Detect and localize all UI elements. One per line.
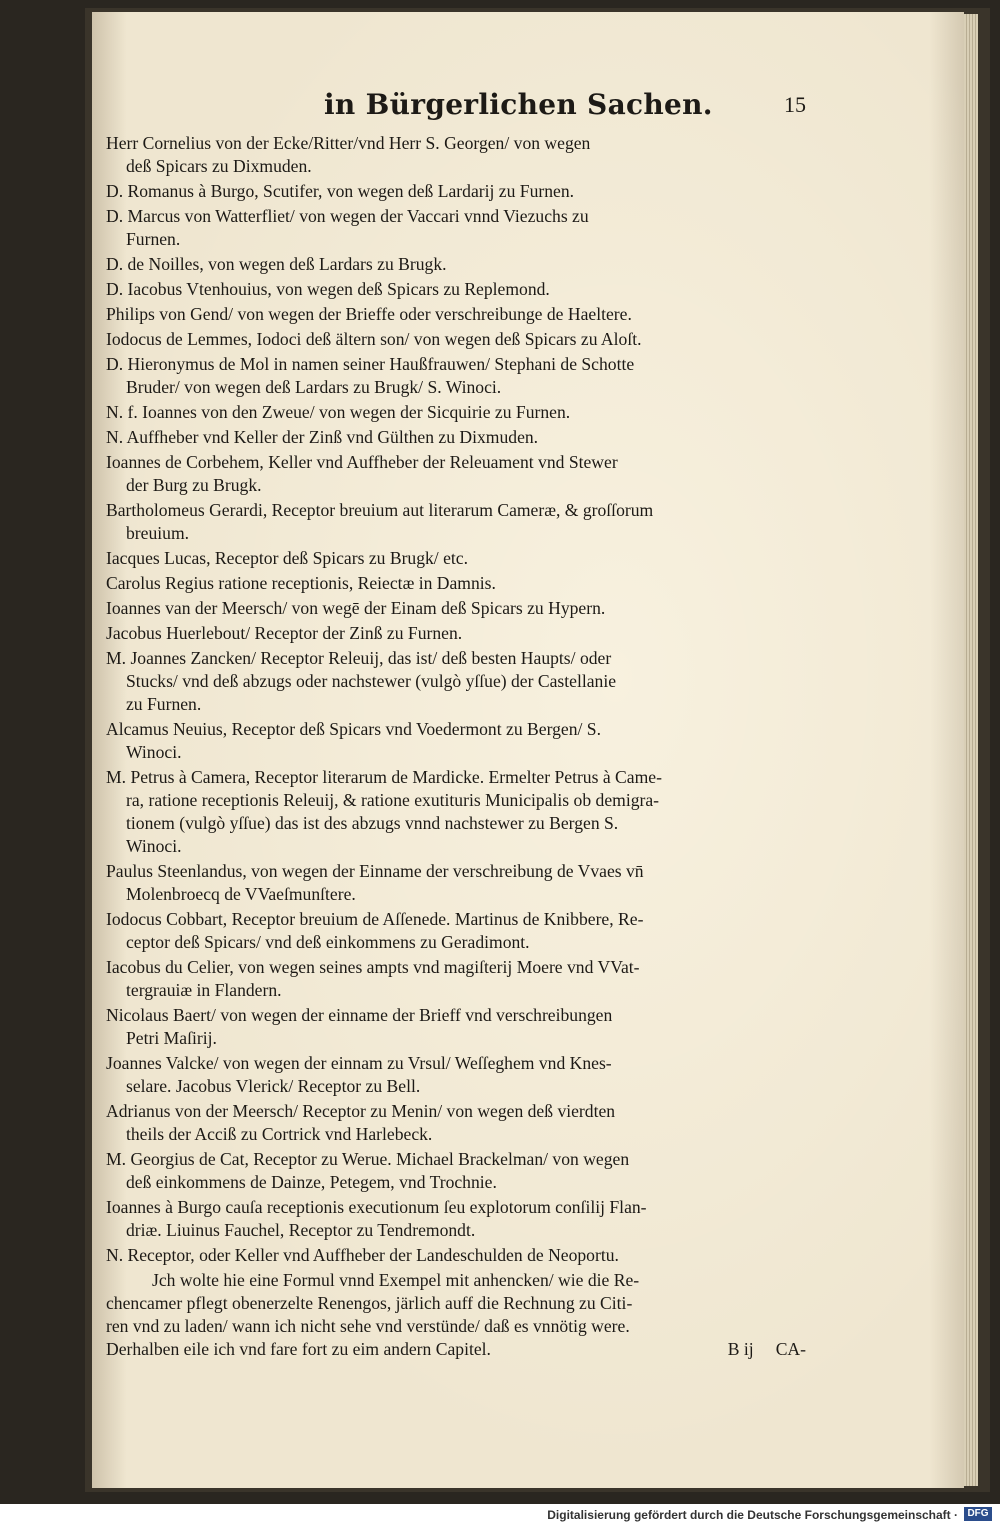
entry-line: N. Receptor, oder Keller vnd Auffheber der Landeschulden de Neoportu. bbox=[106, 1245, 619, 1265]
register-entry bbox=[106, 451, 806, 497]
register-entry bbox=[106, 426, 806, 449]
entry-line: Joannes Valcke/ von wegen der einnam zu Vrsul/ Weſſeghem vnd Knes- bbox=[106, 1053, 612, 1073]
entry-line: driæ. Liuinus Fauchel, Receptor zu Tendremondt. bbox=[126, 1220, 476, 1240]
entry-line: N. Auffheber vnd Keller der Zinß vnd Gülthen zu Dixmuden. bbox=[106, 427, 539, 447]
entry-line: ceptor deß Spicars/ vnd deß einkommens zu Geradimont. bbox=[126, 932, 530, 952]
entry-line: D. Iacobus Vtenhouius, von wegen deß Spicars zu Replemond. bbox=[106, 279, 550, 299]
register-entry bbox=[106, 303, 806, 326]
register-entry bbox=[106, 328, 806, 351]
paragraph-line: chencamer pflegt obenerzelte Renengos, järlich auff die Rechnung zu Citi- bbox=[106, 1293, 633, 1313]
entry-line: Herr Cornelius von der Ecke/Ritter/vnd Herr S. Georgen/ von wegen bbox=[106, 133, 591, 153]
entry-line: Nicolaus Baert/ von wegen der einname der Brieff vnd verschreibungen bbox=[106, 1005, 613, 1025]
signature-and-catchword bbox=[728, 1338, 806, 1361]
entry-line: M. Joannes Zancken/ Receptor Releuij, das ist/ deß besten Haupts/ oder bbox=[106, 648, 612, 668]
entry-line: theils der Acciß zu Cortrick vnd Harlebeck. bbox=[126, 1124, 433, 1144]
entry-line: Stucks/ vnd deß abzugs oder nachstewer (vulgò yſſue) der Castellanie bbox=[126, 671, 617, 691]
register-entry bbox=[106, 956, 806, 1002]
entry-line: D. Hieronymus de Mol in namen seiner Haußfrauwen/ Stephani de Schotte bbox=[106, 354, 635, 374]
register-entry bbox=[106, 1052, 806, 1098]
dfg-logo: DFG bbox=[964, 1507, 992, 1521]
paragraph-line bbox=[106, 1338, 806, 1361]
entry-line: N. f. Ioannes von den Zweue/ von wegen der Sicquirie zu Furnen. bbox=[106, 402, 571, 422]
register-entry bbox=[106, 353, 806, 399]
entry-line: M. Georgius de Cat, Receptor zu Werue. Michael Brackelman/ von wegen bbox=[106, 1149, 630, 1169]
page-number: 15 bbox=[784, 92, 806, 117]
entry-line: Winoci. bbox=[126, 836, 182, 856]
entry-line: M. Petrus à Camera, Receptor literarum de Mardicke. Ermelter Petrus à Came- bbox=[106, 767, 662, 787]
entry-line: tergrauiæ in Flandern. bbox=[126, 980, 282, 1000]
entry-line: Bruder/ von wegen deß Lardars zu Brugk/ S. Winoci. bbox=[126, 377, 502, 397]
entry-list bbox=[106, 132, 806, 1267]
register-entry bbox=[106, 572, 806, 595]
entry-line: zu Furnen. bbox=[126, 694, 202, 714]
paragraph-line: Jch wolte hie eine Formul vnnd Exempel mit anhencken/ wie die Re- bbox=[152, 1270, 640, 1290]
entry-line: der Burg zu Brugk. bbox=[126, 475, 262, 495]
entry-line: Molenbroecq de VVaeſmunſtere. bbox=[126, 884, 356, 904]
entry-line: Paulus Steenlandus, von wegen der Einname der verschreibung de Vvaes vn̄ bbox=[106, 861, 644, 881]
catchword: CA- bbox=[775, 1339, 806, 1359]
entry-line: breuium. bbox=[126, 523, 190, 543]
register-entry bbox=[106, 132, 806, 178]
register-entry bbox=[106, 1100, 806, 1146]
page-header bbox=[100, 88, 806, 128]
entry-line: Ioannes à Burgo cauſa receptionis executionum ſeu explotorum conſilij Flan- bbox=[106, 1197, 647, 1217]
register-entry bbox=[106, 1148, 806, 1194]
funding-notice: Digitalisierung gefördert durch die Deutsche Forschungsgemeinschaft · bbox=[547, 1508, 958, 1522]
register-entry bbox=[106, 647, 806, 716]
entry-line: tionem (vulgò yſſue) das ist des abzugs vnnd nachstewer zu Bergen S. bbox=[126, 813, 619, 833]
entry-line: deß einkommens de Dainze, Petegem, vnd Trochnie. bbox=[126, 1172, 497, 1192]
register-entry bbox=[106, 718, 806, 764]
entry-line: Ioannes van der Meersch/ von wegē der Einam deß Spicars zu Hypern. bbox=[106, 598, 606, 618]
register-entry bbox=[106, 1004, 806, 1050]
running-head: in Bürgerlichen Sachen. bbox=[324, 88, 713, 121]
register-entry bbox=[106, 547, 806, 570]
register-entry bbox=[106, 860, 806, 906]
register-entry bbox=[106, 622, 806, 645]
entry-line: ra, ratione receptionis Releuij, & ratione exutituris Municipalis ob demigra- bbox=[126, 790, 660, 810]
register-entry bbox=[106, 180, 806, 203]
entry-line: selare. Jacobus Vlerick/ Receptor zu Bell. bbox=[126, 1076, 421, 1096]
register-entry bbox=[106, 278, 806, 301]
entry-line: Philips von Gend/ von wegen der Brieffe oder verschreibunge de Haeltere. bbox=[106, 304, 632, 324]
entry-line: deß Spicars zu Dixmuden. bbox=[126, 156, 312, 176]
entry-line: Iacobus du Celier, von wegen seines ampts vnd magiſterij Moere vnd VVat- bbox=[106, 957, 640, 977]
entry-line: D. Romanus à Burgo, Scutifer, von wegen deß Lardarij zu Furnen. bbox=[106, 181, 575, 201]
entry-line: D. Marcus von Watterfliet/ von wegen der Vaccari vnnd Viezuchs zu bbox=[106, 206, 589, 226]
register-entry bbox=[106, 499, 806, 545]
entry-line: Iodocus Cobbart, Receptor breuium de Aſſenede. Martinus de Knibbere, Re- bbox=[106, 909, 644, 929]
register-entry bbox=[106, 205, 806, 251]
entry-line: D. de Noilles, von wegen deß Lardars zu Brugk. bbox=[106, 254, 447, 274]
page-edges bbox=[964, 14, 978, 1486]
register-entry bbox=[106, 908, 806, 954]
entry-line: Alcamus Neuius, Receptor deß Spicars vnd Voedermont zu Bergen/ S. bbox=[106, 719, 601, 739]
entry-line: Bartholomeus Gerardi, Receptor breuium aut literarum Cameræ, & groſſorum bbox=[106, 500, 654, 520]
register-entry bbox=[106, 401, 806, 424]
entry-line: Petri Maſirij. bbox=[126, 1028, 217, 1048]
signature-mark: B ij bbox=[727, 1339, 754, 1359]
register-entry bbox=[106, 1196, 806, 1242]
entry-line: Jacobus Huerlebout/ Receptor der Zinß zu Furnen. bbox=[106, 623, 463, 643]
entry-line: Winoci. bbox=[126, 742, 182, 762]
entry-line: Carolus Regius ratione receptionis, Reiectæ in Damnis. bbox=[106, 573, 496, 593]
paragraph-last-line: Derhalben eile ich vnd fare fort zu eim andern Capitel. bbox=[106, 1339, 491, 1359]
entry-line: Adrianus von der Meersch/ Receptor zu Menin/ von wegen deß vierdten bbox=[106, 1101, 616, 1121]
entry-line: Ioannes de Corbehem, Keller vnd Auffheber der Releuament vnd Stewer bbox=[106, 452, 618, 472]
entry-line: Iodocus de Lemmes, Iodoci deß ältern son/ von wegen deß Spicars zu Aloſt. bbox=[106, 329, 642, 349]
register-entry bbox=[106, 597, 806, 620]
register-entry bbox=[106, 1244, 806, 1267]
entry-line: Furnen. bbox=[126, 229, 181, 249]
closing-paragraph bbox=[106, 1269, 806, 1361]
register-entry bbox=[106, 766, 806, 858]
page-body bbox=[106, 132, 806, 1361]
register-entry bbox=[106, 253, 806, 276]
paragraph-line: ren vnd zu laden/ wann ich nicht sehe vnd verstünde/ daß es vnnötig were. bbox=[106, 1316, 630, 1336]
entry-line: Iacques Lucas, Receptor deß Spicars zu Brugk/ etc. bbox=[106, 548, 469, 568]
